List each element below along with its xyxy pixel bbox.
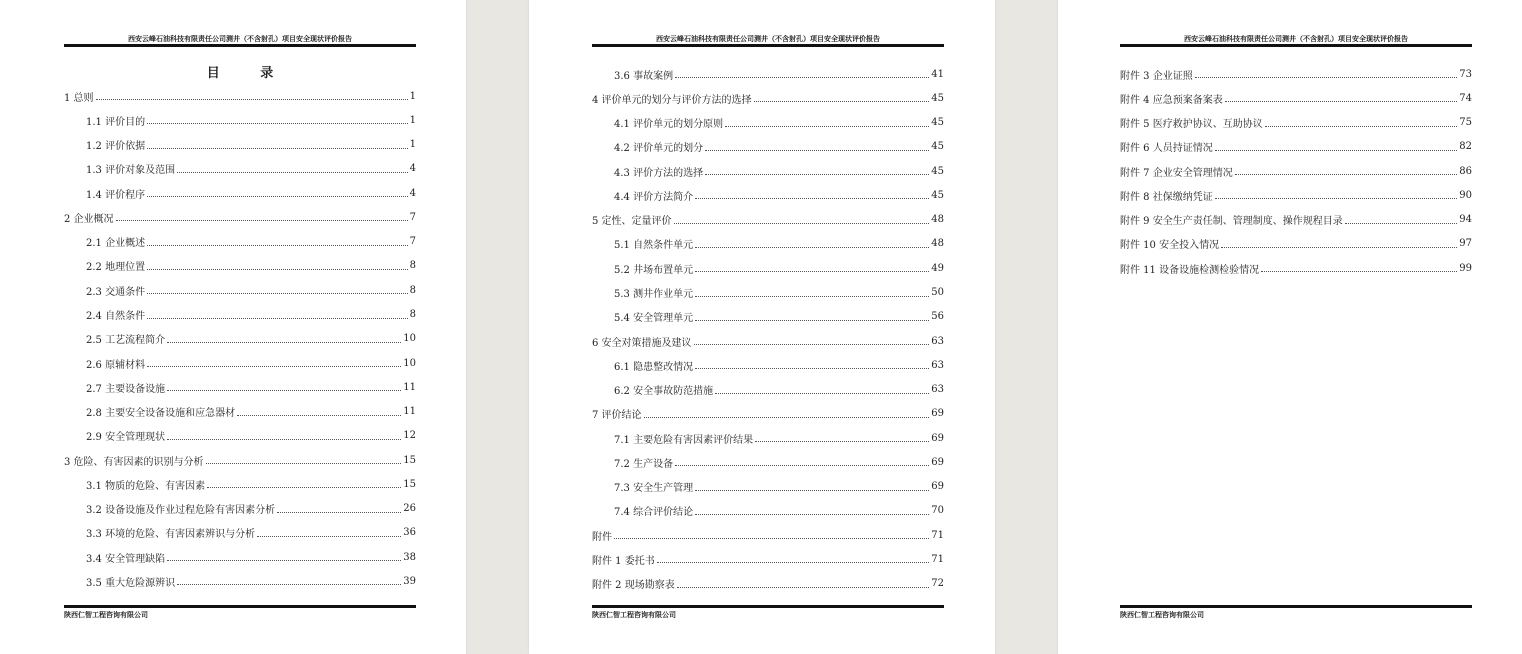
toc-entry[interactable] — [592, 572, 944, 596]
toc-entry[interactable] — [592, 305, 944, 329]
toc-entry-label: 3 危险、有害因素的识别与分析 — [64, 456, 204, 468]
toc-entry-label: 5 定性、定量评价 — [592, 216, 672, 228]
page-header: 西安云峰石油科技有限责任公司测井（不含射孔）项目安全现状评价报告 — [1184, 34, 1408, 43]
toc-dot-leader — [674, 222, 930, 224]
toc-dot-leader — [695, 295, 929, 297]
toc-dot-leader — [1235, 173, 1458, 175]
toc-entry[interactable] — [64, 545, 416, 569]
toc-dot-leader — [147, 195, 408, 197]
header-rule — [592, 44, 944, 47]
toc-dot-leader — [147, 317, 408, 319]
toc-entry-label: 4.3 评价方法的选择 — [614, 167, 704, 179]
toc-entry-label: 2.9 安全管理现状 — [86, 432, 166, 444]
toc-entry-label: 附件 11 设备设施检测检验情况 — [1120, 264, 1260, 276]
toc-entry[interactable] — [1120, 86, 1472, 110]
toc-entry[interactable] — [64, 157, 416, 181]
toc-dot-leader — [1215, 197, 1458, 199]
toc-entry-label: 6.1 隐患整改情况 — [614, 361, 694, 373]
toc-dot-leader — [1195, 76, 1458, 78]
toc-entry-label: 附件 — [592, 531, 612, 543]
toc-entry-page-number: 49 — [931, 262, 944, 274]
document-page-3 — [1058, 0, 1522, 654]
toc-dot-leader — [1345, 222, 1458, 224]
toc-dot-leader — [277, 511, 401, 513]
toc-dot-leader — [715, 392, 929, 394]
footer-rule — [592, 605, 944, 608]
toc-entry-page-number: 56 — [931, 311, 944, 323]
toc-entry-label: 7.1 主要危险有害因素评价结果 — [614, 434, 754, 446]
toc-entry[interactable] — [64, 278, 416, 302]
toc-entry-label: 5.3 测井作业单元 — [614, 289, 694, 301]
toc-entry[interactable] — [1120, 159, 1472, 183]
toc-dot-leader — [644, 416, 930, 418]
toc-entry[interactable] — [1120, 135, 1472, 159]
toc-entry-page-number: 70 — [931, 505, 944, 517]
toc-entry-label: 附件 7 企业安全管理情况 — [1120, 167, 1233, 179]
toc-entry-page-number: 75 — [1459, 117, 1472, 129]
toc-entry[interactable] — [1120, 183, 1472, 207]
toc-entry[interactable] — [592, 547, 944, 571]
toc-dot-leader — [694, 343, 930, 345]
toc-entry[interactable] — [1120, 208, 1472, 232]
toc-entry-label: 3.2 设备设施及作业过程危险有害因素分析 — [86, 505, 276, 517]
toc-entry-label: 附件 3 企业证照 — [1120, 70, 1193, 82]
toc-entry-page-number: 8 — [409, 309, 416, 321]
toc-entry-label: 2.7 主要设备设施 — [86, 383, 166, 395]
toc-entry-page-number: 12 — [403, 430, 416, 442]
toc-entry-label: 4.1 评价单元的划分原则 — [614, 119, 724, 131]
toc-entry-label: 1.1 评价目的 — [86, 116, 146, 128]
toc-dot-leader — [147, 147, 408, 149]
toc-entry-page-number: 90 — [1459, 189, 1472, 201]
toc-entry-page-number: 10 — [403, 357, 416, 369]
toc-entry-label: 1.3 评价对象及范围 — [86, 165, 176, 177]
toc-dot-leader — [167, 389, 401, 391]
toc-entry-page-number: 86 — [1459, 165, 1472, 177]
toc-dot-leader — [177, 583, 401, 585]
toc-list — [64, 84, 416, 594]
toc-entry[interactable] — [592, 62, 944, 86]
toc-entry[interactable] — [592, 280, 944, 304]
toc-entry-page-number: 99 — [1459, 262, 1472, 274]
toc-dot-leader — [257, 535, 401, 537]
toc-dot-leader — [677, 586, 930, 588]
toc-dot-leader — [207, 486, 401, 488]
toc-entry[interactable] — [592, 402, 944, 426]
toc-dot-leader — [167, 341, 401, 343]
toc-entry-page-number: 71 — [931, 529, 944, 541]
toc-entry-page-number: 97 — [1459, 238, 1472, 250]
header-rule — [1120, 44, 1472, 47]
toc-entry-page-number: 69 — [931, 432, 944, 444]
toc-entry-page-number: 45 — [931, 92, 944, 104]
toc-dot-leader — [237, 414, 401, 416]
toc-entry-page-number: 63 — [931, 384, 944, 396]
toc-dot-leader — [675, 464, 929, 466]
toc-entry-label: 2.2 地理位置 — [86, 262, 146, 274]
toc-dot-leader — [705, 149, 929, 151]
page-footer: 陕西仁智工程咨询有限公司 — [592, 610, 676, 619]
toc-entry-page-number: 8 — [409, 284, 416, 296]
toc-dot-leader — [1265, 125, 1458, 127]
toc-entry[interactable] — [592, 426, 944, 450]
toc-entry[interactable] — [64, 375, 416, 399]
toc-entry[interactable] — [592, 450, 944, 474]
toc-dot-leader — [695, 489, 929, 491]
toc-entry-page-number: 74 — [1459, 92, 1472, 104]
toc-entry-label: 附件 1 委托书 — [592, 555, 655, 567]
toc-entry[interactable] — [64, 181, 416, 205]
toc-entry[interactable] — [64, 302, 416, 326]
toc-dot-leader — [695, 197, 929, 199]
toc-entry-page-number: 11 — [403, 381, 416, 393]
toc-entry-label: 5.4 安全管理单元 — [614, 313, 694, 325]
toc-entry-page-number: 7 — [409, 236, 416, 248]
toc-entry[interactable] — [64, 254, 416, 278]
toc-dot-leader — [1261, 270, 1457, 272]
toc-entry-page-number: 1 — [409, 90, 416, 102]
toc-dot-leader — [1225, 100, 1458, 102]
toc-entry[interactable] — [592, 523, 944, 547]
toc-dot-leader — [1215, 149, 1458, 151]
toc-entry[interactable] — [64, 521, 416, 545]
page-header: 西安云峰石油科技有限责任公司测井（不含射孔）项目安全现状评价报告 — [128, 34, 352, 43]
toc-dot-leader — [147, 122, 408, 124]
toc-dot-leader — [695, 319, 929, 321]
toc-entry-page-number: 50 — [931, 287, 944, 299]
toc-entry-page-number: 10 — [403, 333, 416, 345]
toc-entry[interactable] — [1120, 62, 1472, 86]
toc-entry-label: 附件 8 社保缴纳凭证 — [1120, 191, 1213, 203]
toc-entry-label: 7.2 生产设备 — [614, 458, 674, 470]
toc-dot-leader — [755, 440, 929, 442]
toc-entry-page-number: 36 — [403, 527, 416, 539]
toc-entry[interactable] — [592, 329, 944, 353]
toc-entry[interactable] — [1120, 256, 1472, 280]
toc-entry-page-number: 72 — [931, 578, 944, 590]
toc-entry[interactable] — [64, 230, 416, 254]
toc-entry[interactable] — [592, 208, 944, 232]
toc-entry-label: 7 评价结论 — [592, 410, 642, 422]
toc-entry-label: 3.5 重大危险源辨识 — [86, 577, 176, 589]
toc-entry-page-number: 45 — [931, 117, 944, 129]
toc-entry-label: 附件 5 医疗救护协议、互助协议 — [1120, 119, 1263, 131]
toc-dot-leader — [695, 270, 929, 272]
toc-dot-leader — [1221, 246, 1457, 248]
toc-dot-leader — [147, 244, 408, 246]
page-footer: 陕西仁智工程咨询有限公司 — [1120, 610, 1204, 619]
toc-list — [592, 62, 944, 596]
toc-entry-label: 2.3 交通条件 — [86, 286, 146, 298]
toc-entry-label: 1.2 评价依据 — [86, 141, 146, 153]
toc-entry-label: 3.1 物质的危险、有害因素 — [86, 480, 206, 492]
page-footer: 陕西仁智工程咨询有限公司 — [64, 610, 148, 619]
toc-dot-leader — [657, 561, 930, 563]
toc-entry-page-number: 45 — [931, 189, 944, 201]
toc-entry-page-number: 4 — [409, 187, 416, 199]
toc-dot-leader — [614, 537, 929, 539]
toc-entry[interactable] — [64, 399, 416, 423]
toc-entry[interactable] — [592, 232, 944, 256]
toc-title: 目 录 — [206, 66, 292, 81]
toc-entry-label: 2.8 主要安全设备设施和应急器材 — [86, 408, 236, 420]
toc-entry-page-number: 7 — [409, 211, 416, 223]
toc-entry-label: 4 评价单元的划分与评价方法的选择 — [592, 94, 752, 106]
toc-entry-label: 5.2 井场布置单元 — [614, 264, 694, 276]
toc-entry-label: 5.1 自然条件单元 — [614, 240, 694, 252]
toc-entry-page-number: 69 — [931, 456, 944, 468]
toc-entry-page-number: 41 — [931, 68, 944, 80]
toc-entry-page-number: 39 — [403, 575, 416, 587]
toc-entry-label: 附件 9 安全生产责任制、管理制度、操作规程目录 — [1120, 216, 1343, 228]
toc-entry[interactable] — [592, 256, 944, 280]
toc-entry[interactable] — [64, 205, 416, 229]
toc-dot-leader — [695, 246, 929, 248]
toc-entry-page-number: 8 — [409, 260, 416, 272]
toc-entry-label: 2 企业概况 — [64, 213, 114, 225]
toc-entry-label: 3.6 事故案例 — [614, 70, 674, 82]
toc-entry[interactable] — [64, 569, 416, 593]
toc-dot-leader — [705, 173, 929, 175]
toc-entry-page-number: 15 — [403, 454, 416, 466]
toc-entry[interactable] — [1120, 232, 1472, 256]
toc-dot-leader — [695, 367, 929, 369]
toc-entry-page-number: 94 — [1459, 214, 1472, 226]
toc-entry-page-number: 69 — [931, 481, 944, 493]
toc-entry-page-number: 82 — [1459, 141, 1472, 153]
toc-dot-leader — [147, 292, 408, 294]
toc-dot-leader — [206, 462, 402, 464]
toc-entry-page-number: 63 — [931, 335, 944, 347]
toc-dot-leader — [725, 125, 929, 127]
toc-entry-label: 2.6 原辅材料 — [86, 359, 146, 371]
toc-entry-label: 附件 4 应急预案备案表 — [1120, 94, 1223, 106]
document-page-2 — [529, 0, 995, 654]
toc-entry-label: 3.4 安全管理缺陷 — [86, 553, 166, 565]
toc-dot-leader — [167, 559, 401, 561]
toc-entry-page-number: 26 — [403, 503, 416, 515]
toc-entry-label: 附件 10 安全投入情况 — [1120, 240, 1220, 252]
toc-entry-page-number: 48 — [931, 214, 944, 226]
toc-entry[interactable] — [64, 133, 416, 157]
toc-entry[interactable] — [64, 448, 416, 472]
toc-entry[interactable] — [592, 377, 944, 401]
toc-list — [1120, 62, 1472, 280]
toc-entry[interactable] — [64, 472, 416, 496]
toc-entry-page-number: 48 — [931, 238, 944, 250]
toc-entry-label: 1 总则 — [64, 92, 94, 104]
toc-entry-page-number: 45 — [931, 141, 944, 153]
toc-entry[interactable] — [592, 475, 944, 499]
toc-entry[interactable] — [592, 499, 944, 523]
toc-entry-page-number: 38 — [403, 551, 416, 563]
toc-entry-label: 4.2 评价单元的划分 — [614, 143, 704, 155]
toc-entry-page-number: 1 — [409, 114, 416, 126]
toc-entry-page-number: 15 — [403, 478, 416, 490]
toc-entry-label: 3.3 环境的危险、有害因素辨识与分析 — [86, 529, 256, 541]
toc-dot-leader — [167, 438, 401, 440]
toc-dot-leader — [147, 268, 408, 270]
toc-dot-leader — [177, 171, 408, 173]
toc-entry[interactable] — [64, 84, 416, 108]
toc-entry-page-number: 11 — [403, 406, 416, 418]
toc-entry-label: 附件 6 人员持证情况 — [1120, 143, 1213, 155]
footer-rule — [64, 605, 416, 608]
toc-dot-leader — [96, 98, 408, 100]
page-header: 西安云峰石油科技有限责任公司测井（不含射孔）项目安全现状评价报告 — [656, 34, 880, 43]
toc-entry-label: 2.4 自然条件 — [86, 311, 146, 323]
toc-entry-page-number: 4 — [409, 163, 416, 175]
toc-entry[interactable] — [592, 159, 944, 183]
toc-entry-label: 4.4 评价方法简介 — [614, 191, 694, 203]
toc-entry-label: 6.2 安全事故防范措施 — [614, 386, 714, 398]
toc-dot-leader — [695, 513, 929, 515]
toc-entry-label: 1.4 评价程序 — [86, 189, 146, 201]
toc-entry[interactable] — [64, 108, 416, 132]
toc-entry-page-number: 45 — [931, 165, 944, 177]
toc-dot-leader — [675, 76, 929, 78]
toc-entry[interactable] — [64, 327, 416, 351]
toc-entry-label: 2.1 企业概述 — [86, 238, 146, 250]
toc-entry-page-number: 73 — [1459, 68, 1472, 80]
toc-dot-leader — [754, 100, 930, 102]
toc-entry[interactable] — [592, 111, 944, 135]
toc-entry-page-number: 69 — [931, 408, 944, 420]
toc-entry[interactable] — [592, 353, 944, 377]
toc-dot-leader — [116, 219, 408, 221]
toc-entry-page-number: 71 — [931, 553, 944, 565]
toc-entry[interactable] — [64, 424, 416, 448]
toc-entry-page-number: 1 — [409, 139, 416, 151]
header-rule — [64, 44, 416, 47]
footer-rule — [1120, 605, 1472, 608]
toc-dot-leader — [147, 365, 401, 367]
toc-entry[interactable] — [592, 183, 944, 207]
toc-entry-label: 6 安全对策措施及建议 — [592, 337, 692, 349]
toc-entry-label: 7.4 综合评价结论 — [614, 507, 694, 519]
toc-entry[interactable] — [592, 135, 944, 159]
toc-entry-label: 7.3 安全生产管理 — [614, 483, 694, 495]
document-page-1 — [0, 0, 466, 654]
toc-entry[interactable] — [64, 351, 416, 375]
toc-entry[interactable] — [64, 497, 416, 521]
toc-entry-label: 2.5 工艺流程简介 — [86, 335, 166, 347]
toc-entry-page-number: 63 — [931, 359, 944, 371]
toc-entry[interactable] — [592, 86, 944, 110]
toc-entry-label: 附件 2 现场勘察表 — [592, 580, 675, 592]
toc-entry[interactable] — [1120, 111, 1472, 135]
